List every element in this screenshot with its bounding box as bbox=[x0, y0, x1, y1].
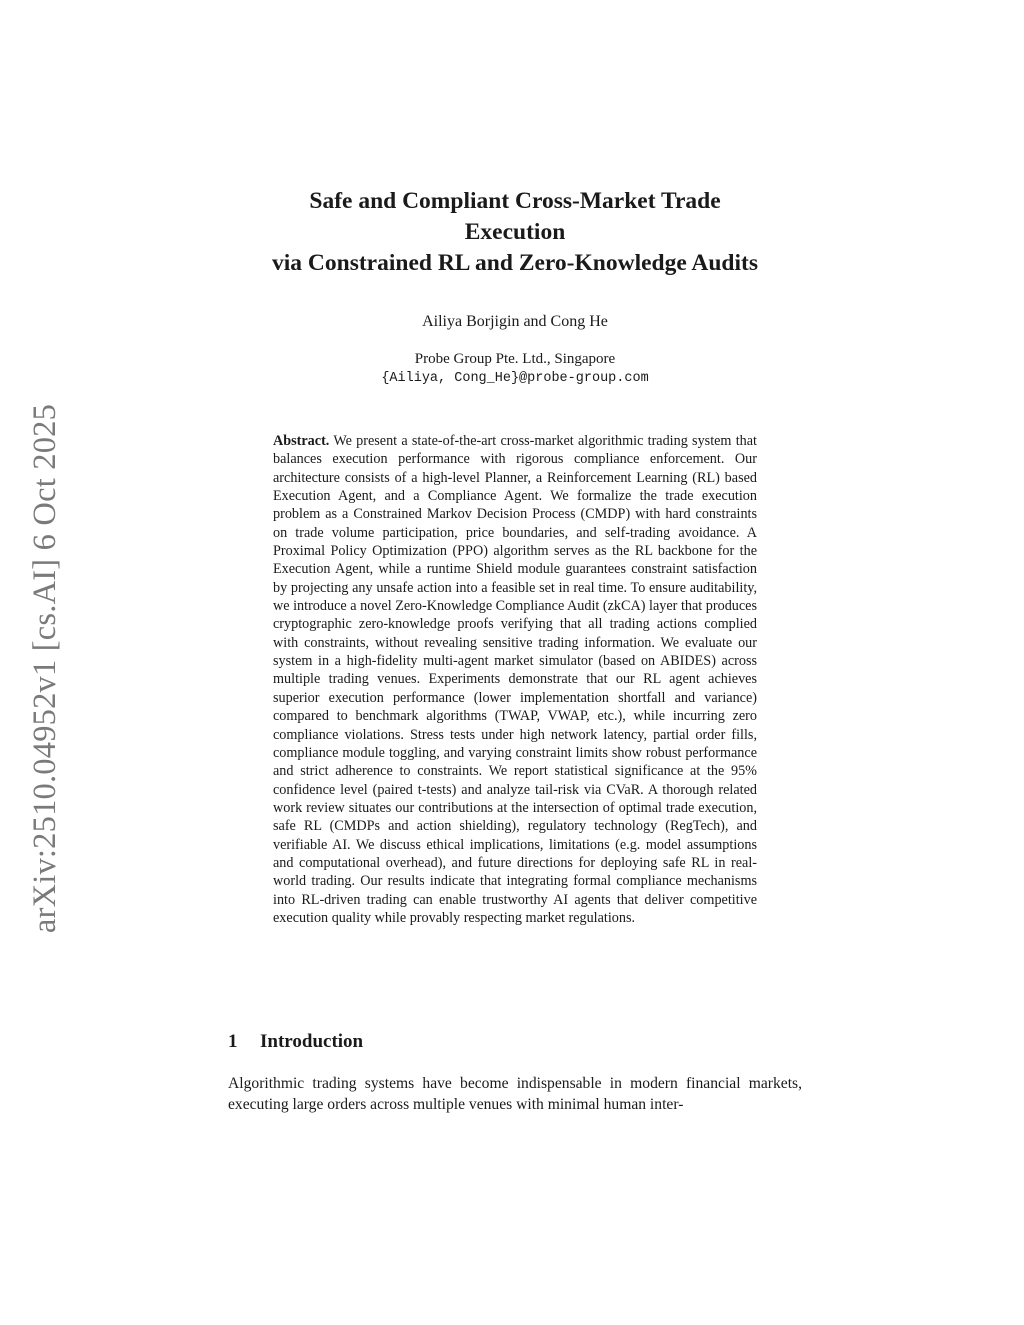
authors: Ailiya Borjigin and Cong He bbox=[422, 313, 608, 330]
arxiv-stamp bbox=[27, 388, 64, 948]
arxiv-stamp-text: arXiv:2510.04952v1 [cs.AI] 6 Oct 2025 bbox=[27, 403, 64, 933]
abstract-label: Abstract. bbox=[273, 433, 330, 449]
section-number: 1 bbox=[228, 1031, 238, 1052]
abstract-text: We present a state-of-the-art cross-market algorithmic trading system that balances execution performance with rigorous compliance enforcement. Our architecture consists of a high-level Planner, a Reinforcement Learning (RL) based Execution Agent, and a Compliance Agent. We formalize the trade execution problem as a Constrained Markov Decision Process (CMDP) with hard constraints on trade volume participation, price boundaries, and self-trading avoidance. A Proximal Policy Optimization (PPO) algorithm serves as the RL backbone for the Execution Agent, while a runtime Shield module guarantees constraint satisfaction by projecting any unsafe action into a feasible set in real time. To ensure auditability, we introduce a novel Zero-Knowledge Compliance Audit (zkCA) layer that produces cryptographic zero-knowledge proofs verifying that all trading actions complied with constraints, without revealing sensitive trading information. We evaluate our system in a high-fidelity multi-agent market simulator (based on ABIDES) across multiple trading venues. Experiments demonstrate that our RL agent achieves superior execution performance (lower implementation shortfall and variance) compared to benchmark algorithms (TWAP, VWAP, etc.), while incurring zero compliance violations. Stress tests under high network latency, partial order fills, compliance module toggling, and varying constraint limits show robust performance and strict adherence to constraints. We report statistical significance at the 95% confidence level (paired t-tests) and analyze tail-risk via CVaR. A thorough related work review situates our contributions at the intersection of optimal trade execution, safe RL (CMDPs and action shielding), regulatory technology (RegTech), and verifiable AI. We discuss ethical implications, limitations (e.g. model assumptions and computational overhead), and future directions for deploying safe RL in real-world trading. Our results indicate that integrating formal compliance mechanisms into RL-driven trading can enable trustworthy AI agents that deliver competitive execution quality while provably respecting market regulations. bbox=[273, 433, 757, 926]
affiliation bbox=[228, 349, 802, 389]
section-title: Introduction bbox=[260, 1031, 364, 1052]
section-heading-introduction bbox=[228, 1031, 363, 1053]
affiliation-email: {Ailiya, Cong_He}@probe-group.com bbox=[381, 371, 649, 386]
abstract bbox=[273, 432, 757, 927]
title-line-3: via Constrained RL and Zero-Knowledge Audits bbox=[272, 250, 758, 276]
introduction-paragraph: Algorithmic trading systems have become indispensable in modern financial markets, executing large orders across multiple venues with minimal human inter- bbox=[228, 1075, 802, 1113]
title-line-1: Safe and Compliant Cross-Market Trade bbox=[309, 188, 721, 214]
affiliation-org: Probe Group Pte. Ltd., Singapore bbox=[414, 351, 616, 367]
paper-title bbox=[228, 186, 802, 279]
title-line-2: Execution bbox=[464, 219, 566, 245]
